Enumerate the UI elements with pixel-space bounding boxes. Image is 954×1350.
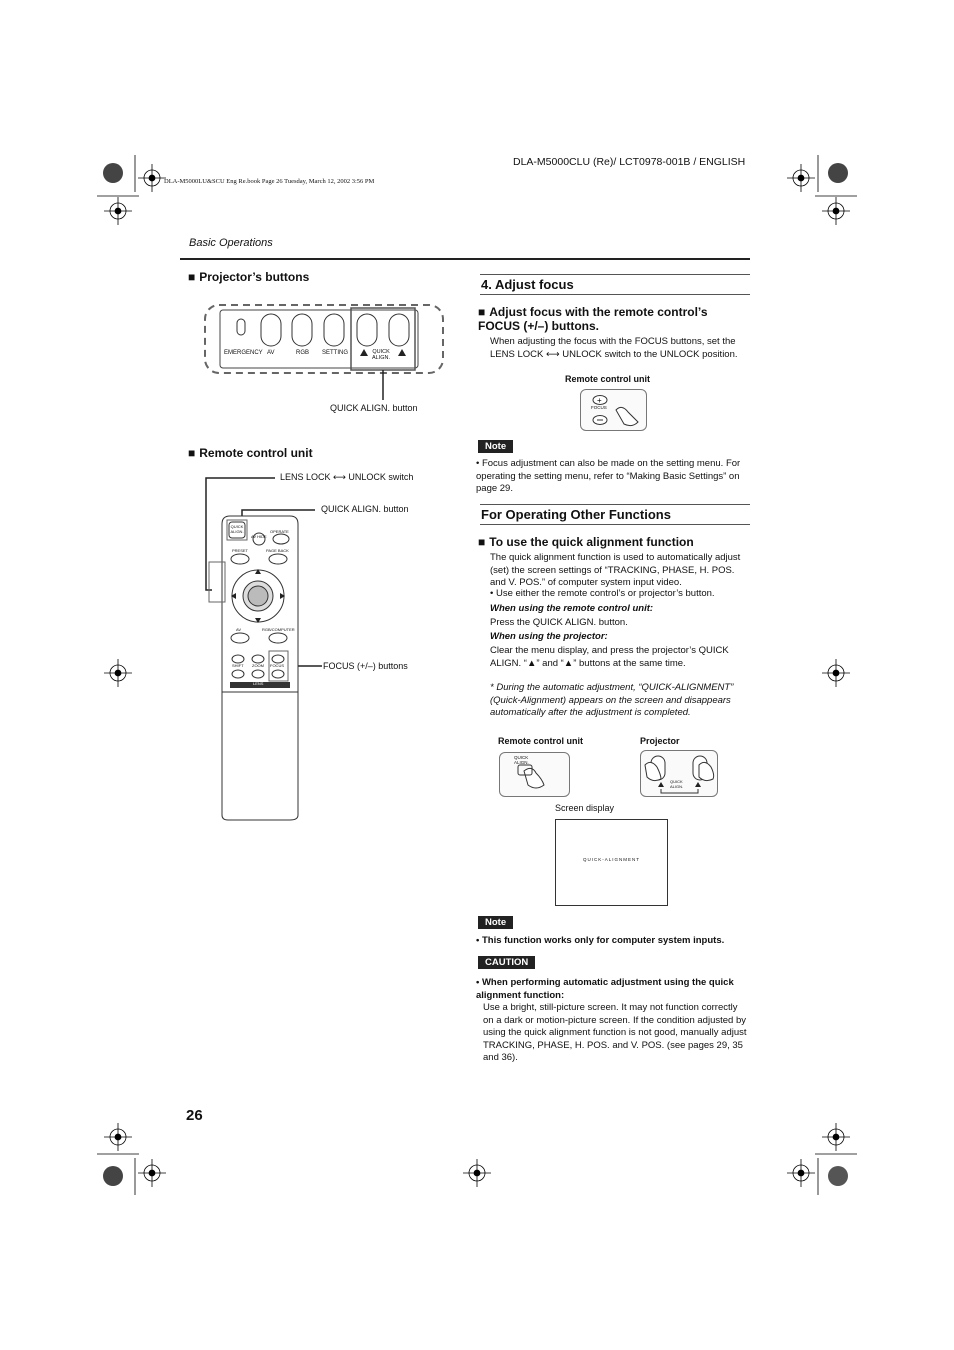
projector-quick-align-label: QUICK ALIGN. bbox=[670, 779, 684, 789]
remote-operate-label: OPERATE bbox=[270, 529, 289, 534]
hand-icon bbox=[641, 751, 717, 796]
screen-display-illustration bbox=[555, 819, 668, 906]
projector-buttons-diagram bbox=[200, 300, 450, 420]
projector-buttons-heading: ■ Projector’s buttons bbox=[188, 270, 309, 284]
remote-preset-label: PRESET bbox=[232, 548, 249, 553]
header-rule bbox=[180, 258, 750, 260]
label-quick-align: QUICK ALIGN. bbox=[372, 349, 391, 361]
note-2-text: • This function works only for computer system inputs. bbox=[476, 935, 725, 946]
quick-align-callout: QUICK ALIGN. button bbox=[330, 403, 418, 413]
crosshair-icon bbox=[787, 1159, 815, 1187]
remote-av-hide-label: AV HIDE bbox=[251, 534, 267, 539]
label-emergency: EMERGENCY bbox=[224, 350, 263, 356]
remote-label-2: Remote control unit bbox=[498, 736, 583, 746]
remote-use-body: Press the QUICK ALIGN. button. bbox=[490, 617, 628, 628]
crosshair-icon bbox=[822, 1123, 850, 1151]
focus-callout: FOCUS (+/–) buttons bbox=[323, 661, 408, 671]
screen-quick-alignment-text: QUICK-ALIGNMENT bbox=[582, 857, 640, 862]
remote-quick-align-label: QUICK ALIGN. bbox=[230, 524, 244, 534]
lens-lock-callout: LENS LOCK ⟷ UNLOCK switch bbox=[280, 472, 414, 482]
remote-shift-label: SHIFT bbox=[232, 663, 244, 668]
remote-control-diagram bbox=[200, 470, 330, 830]
focus-remote-illustration bbox=[580, 389, 647, 431]
document-id: DLA-M5000CLU (Re)/ LCT0978-001B / ENGLISH bbox=[513, 156, 746, 168]
quick-alignment-bullet: • Use either the remote control’s or projector’s button. bbox=[490, 588, 715, 599]
other-functions-title: For Operating Other Functions bbox=[480, 504, 750, 525]
adjust-focus-title: 4. Adjust focus bbox=[480, 274, 750, 295]
focus-small-label: FOCUS bbox=[591, 405, 607, 410]
note-tag-1: Note bbox=[478, 440, 513, 453]
remote-lens-label: LENS bbox=[253, 681, 264, 686]
screen-display-label: Screen display bbox=[555, 803, 615, 813]
caution-body: Use a bright, still-picture screen. It may not function correctly on a dark or motion-picture screen. If the condition adjusted by using the quick alignment function is not good, manually adjust TRACKING, PHASE, H. POS. and V. POS. (see pages 29, 35 and 36). bbox=[483, 1002, 747, 1064]
remote-use-heading: When using the remote control unit: bbox=[490, 603, 654, 614]
remote-label-1: Remote control unit bbox=[565, 374, 650, 384]
note-1-text: • Focus adjustment can also be made on the setting menu. For operating the setting menu, refer to “Making Basic Settings” on page 29. bbox=[476, 458, 741, 495]
quick-align-remote-illustration bbox=[499, 752, 570, 797]
remote-rgb-label: RGB/COMPUTER bbox=[262, 627, 295, 632]
projector-use-body: Clear the menu display, and press the projector’s QUICK ALIGN. “▲” and “▲” buttons at the same time. bbox=[490, 645, 729, 669]
quick-align-small-label: QUICK ALIGN. bbox=[514, 755, 529, 765]
note-tag-2: Note bbox=[478, 916, 513, 929]
crosshair-icon bbox=[787, 164, 815, 192]
remote-av-label: AV bbox=[236, 627, 242, 632]
hand-icon bbox=[500, 753, 569, 796]
crosshair-icon bbox=[822, 197, 850, 225]
projector-use-heading: When using the projector: bbox=[490, 631, 608, 642]
label-av: AV bbox=[267, 350, 275, 356]
label-rgb: RGB bbox=[296, 350, 310, 356]
quick-alignment-body: The quick alignment function is used to automatically adjust (set) the screen settings of “TRACKING, PHASE, H. POS. and V. POS.” of computer system input video. bbox=[490, 552, 741, 589]
projector-label: Projector bbox=[640, 736, 680, 746]
remote-focus-label: FOCUS bbox=[270, 663, 284, 668]
crosshair-icon bbox=[104, 659, 132, 687]
adjust-focus-subheading: ■ Adjust focus with the remote control’s FOCUS (+/–) buttons. bbox=[478, 305, 740, 333]
caution-heading: • When performing automatic adjustment using the quick alignment function: bbox=[476, 977, 734, 1001]
crosshair-icon bbox=[138, 1159, 166, 1187]
crosshair-icon bbox=[463, 1159, 491, 1187]
quick-align-projector-illustration bbox=[640, 750, 718, 797]
label-setting: SETTING bbox=[322, 350, 349, 356]
crosshair-icon bbox=[822, 659, 850, 687]
caution-tag: CAUTION bbox=[478, 956, 535, 969]
page-number: 26 bbox=[186, 1107, 203, 1124]
adjust-focus-body: When adjusting the focus with the FOCUS buttons, set the LENS LOCK ⟷ UNLOCK switch to the UNLOCK position. bbox=[490, 336, 738, 360]
hand-icon bbox=[581, 390, 646, 430]
crosshair-icon bbox=[138, 164, 166, 192]
remote-page-back-label: PAGE BACK bbox=[266, 548, 289, 553]
italic-note: * During the automatic adjustment, “QUICK-ALIGNMENT” (Quick-Alignment) appears on the screen and disappears automatically after the adjustment is completed. bbox=[490, 682, 734, 719]
crosshair-icon bbox=[104, 197, 132, 225]
remote-heading: ■ Remote control unit bbox=[188, 446, 313, 460]
remote-zoom-label: ZOOM bbox=[252, 663, 264, 668]
quick-alignment-heading: ■ To use the quick alignment function bbox=[478, 535, 694, 549]
remote-quick-align-callout: QUICK ALIGN. button bbox=[321, 504, 409, 514]
crosshair-icon bbox=[104, 1123, 132, 1151]
file-stamp: DLA-M5000LU&SCU Eng Re.book Page 26 Tuesday, March 12, 2002 3:56 PM bbox=[164, 178, 375, 185]
svg-text:+: + bbox=[597, 396, 602, 405]
section-title: Basic Operations bbox=[189, 237, 273, 249]
